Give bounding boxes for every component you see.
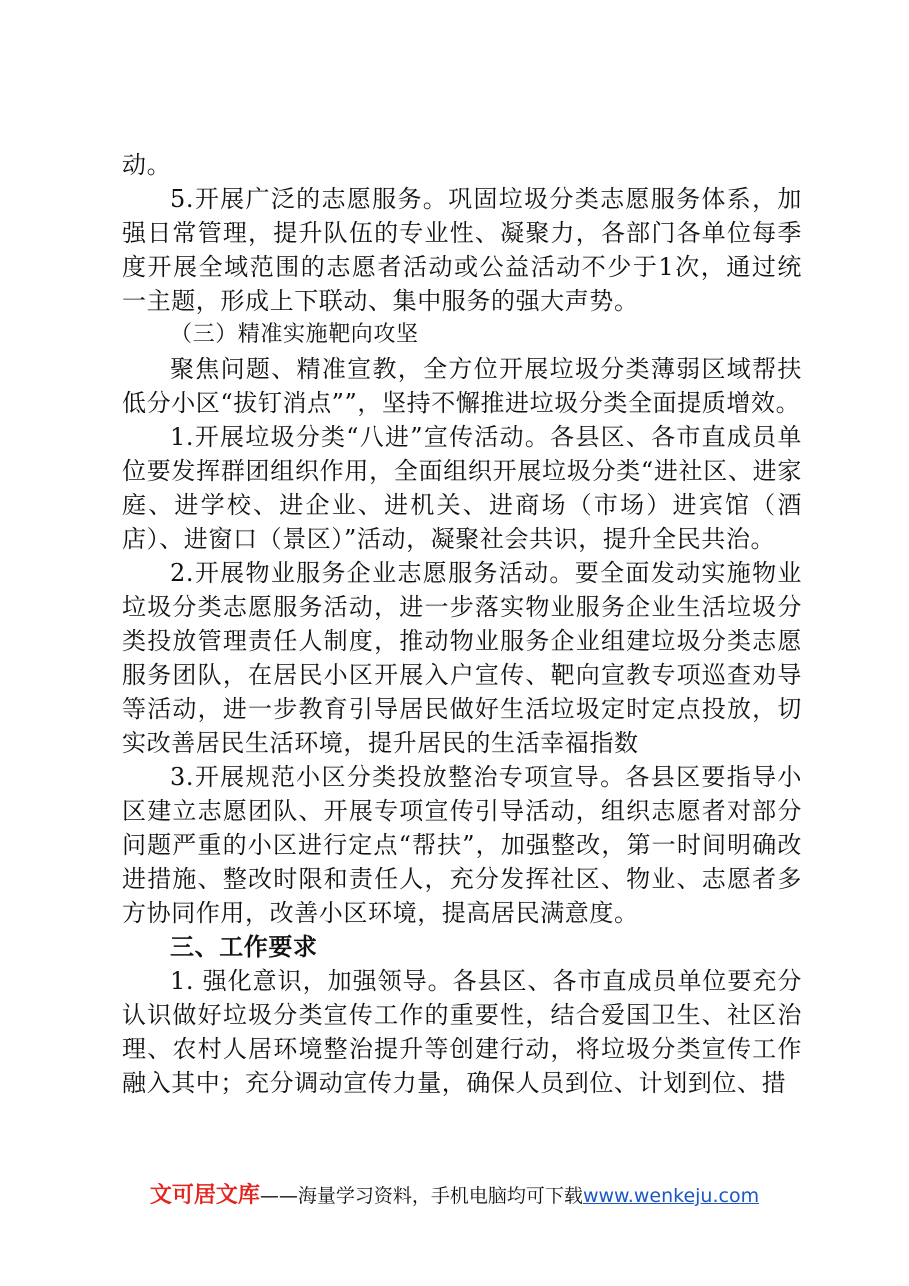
- paragraph-continuation: 动。: [122, 151, 172, 179]
- paragraph-property-service: 2.开展物业服务企业志愿服务活动。要全面发动实施物业垃圾分类志愿服务活动，进一步落实物业服务企业生活垃圾分类投放管理责任人制度，推动物业服务企业组建垃圾分类志愿服务团队，在居民小区开展入户宣传、靶向宣教专项巡查劝导等活动，进一步教育引导居民做好生活垃圾定时定点投放，切实改善居民生活环境，提升居民的生活幸福指数: [122, 559, 802, 757]
- footer-tagline: ——海量学习资料，手机电脑均可下载: [259, 1185, 583, 1207]
- footer-website-link[interactable]: www.wenkeju.com: [582, 1185, 760, 1207]
- footer-brand: 文可居文库: [149, 1183, 260, 1208]
- section-heading-work-requirements: 三、工作要求: [170, 933, 318, 961]
- paragraph-volunteer-service: 5.开展广泛的志愿服务。巩固垃圾分类志愿服务体系，加强日常管理，提升队伍的专业性、凝聚力，各部门各单位每季度开展全域范围的志愿者活动或公益活动不少于1次，通过统一主题，形成上下联动、集中服务的强大声势。: [122, 185, 802, 315]
- footer-banner: [0, 1181, 909, 1211]
- paragraph-focus-issues: 聚焦问题、精准宣教，全方位开展垃圾分类薄弱区域帮扶低分小区“拔钉消点””，坚持不懈推进垃圾分类全面提质增效。: [122, 355, 802, 417]
- paragraph-community-rectification: 3.开展规范小区分类投放整治专项宣导。各县区要指导小区建立志愿团队、开展专项宣传引导活动，组织志愿者对部分问题严重的小区进行定点“帮扶”，加强整改，第一时间明确改进措施、整改时限和责任人，充分发挥社区、物业、志愿者多方协同作用，改善小区环境，提高居民满意度。: [122, 763, 802, 927]
- paragraph-eight-entries: 1.开展垃圾分类“八进”宣传活动。各县区、各市直成员单位要发挥群团组织作用，全面组织开展垃圾分类“进社区、进家庭、进学校、进企业、进机关、进商场（市场）进宾馆（酒店）、进窗口（景区）”活动，凝聚社会共识，提升全民共治。: [122, 423, 802, 553]
- document-body: [122, 148, 802, 1100]
- paragraph-strengthen-awareness: 1. 强化意识，加强领导。各县区、各市直成员单位要充分认识做好垃圾分类宣传工作的重要性，结合爱国卫生、社区治理、农村人居环境整治提升等创建行动，将垃圾分类宣传工作融入其中；充分调动宣传力量，确保人员到位、计划到位、措: [122, 967, 802, 1097]
- subheading-targeted-action: （三）精准实施靶向攻坚: [170, 322, 419, 347]
